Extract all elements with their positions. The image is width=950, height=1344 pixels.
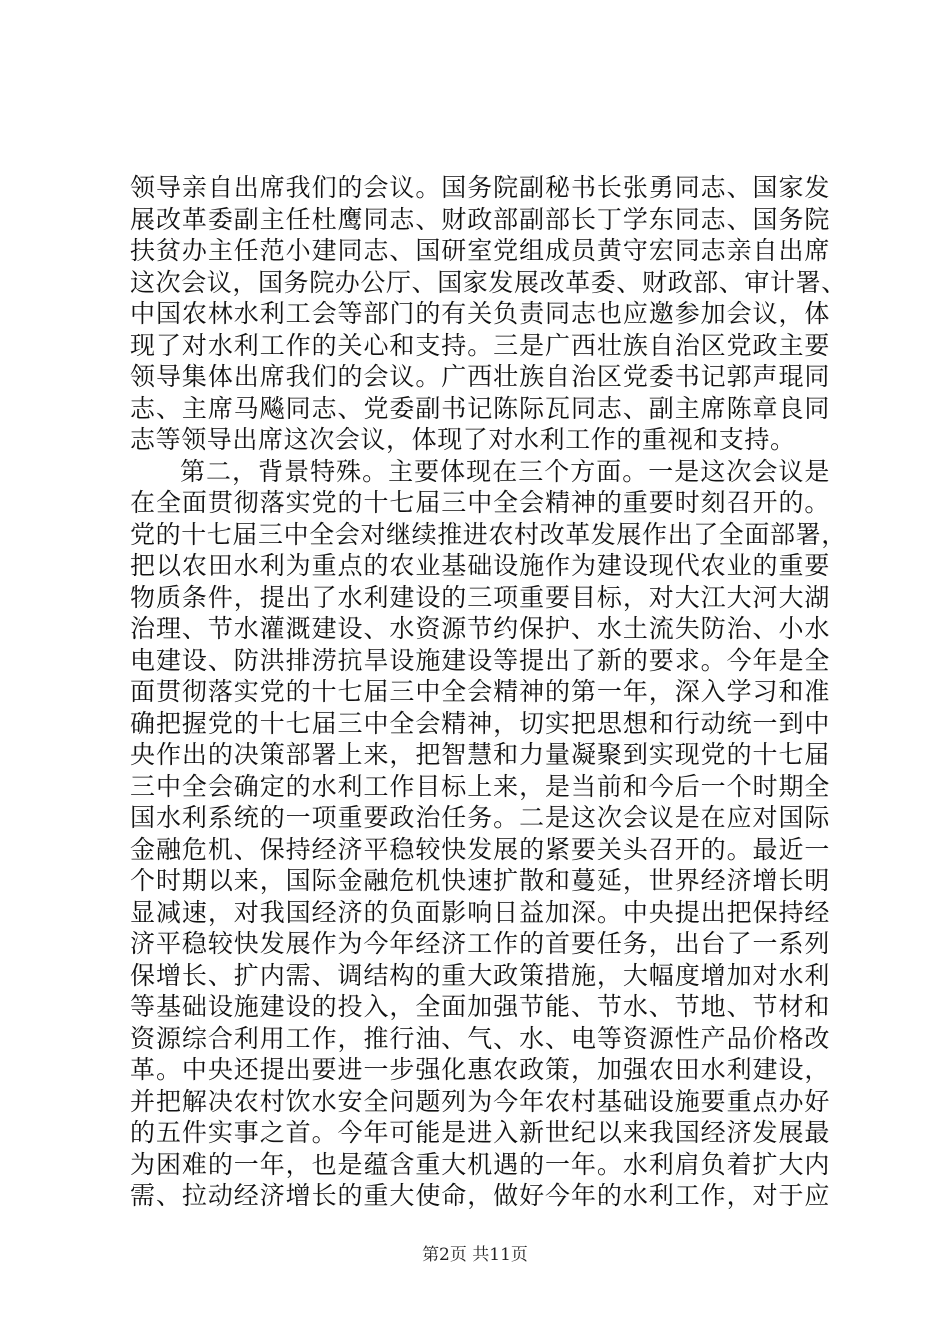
text-line: 扶贫办主任范小建同志、国研室党组成员黄守宏同志亲自出席	[130, 236, 830, 265]
text-line: 金融危机、保持经济平稳较快发展的紧要关头召开的。最近一	[130, 834, 830, 864]
text-line: 央作出的决策部署上来，把智慧和力量凝聚到实现党的十七届	[130, 740, 830, 769]
text-line: 在全面贯彻落实党的十七届三中全会精神的重要时刻召开的。	[130, 488, 830, 517]
text-line: 物质条件，提出了水利建设的三项重要目标，对大江大河大湖	[130, 582, 830, 612]
text-line: 这次会议，国务院办公厅、国家发展改革委、财政部、审计署、	[130, 267, 847, 297]
text-line: 志等领导出席这次会议，体现了对水利工作的重视和支持。	[130, 425, 796, 454]
text-line: 为困难的一年，也是蕴含重大机遇的一年。水利肩负着扩大内	[130, 1149, 830, 1179]
document-body	[130, 172, 847, 1212]
text-line: 展改革委副主任杜鹰同志、财政部副部长丁学东同志、国务院	[130, 204, 830, 234]
text-line: 三中全会确定的水利工作目标上来，是当前和今后一个时期全	[130, 771, 830, 801]
text-line: 面贯彻落实党的十七届三中全会精神的第一年，深入学习和准	[130, 677, 830, 706]
text-line: 革。中央还提出要进一步强化惠农政策，加强农田水利建设，	[130, 1055, 830, 1084]
text-line: 现了对水利工作的关心和支持。三是广西壮族自治区党政主要	[130, 330, 830, 360]
text-line: 领导集体出席我们的会议。广西壮族自治区党委书记郭声琨同	[130, 362, 830, 391]
text-line: 电建设、防洪排涝抗旱设施建设等提出了新的要求。今年是全	[130, 645, 830, 675]
text-line: 并把解决农村饮水安全问题列为今年农村基础设施要重点办好	[130, 1086, 830, 1116]
text-line: 资源综合利用工作，推行油、气、水、电等资源性产品价格改	[130, 1023, 830, 1053]
text-line: 显减速，对我国经济的负面影响日益加深。中央提出把保持经	[130, 897, 830, 927]
text-line: 保增长、扩内需、调结构的重大政策措施，大幅度增加对水利	[130, 960, 830, 990]
text-line: 国水利系统的一项重要政治任务。二是这次会议是在应对国际	[130, 803, 830, 832]
text-line: 济平稳较快发展作为今年经济工作的首要任务，出台了一系列	[130, 929, 830, 958]
text-line: 需、拉动经济增长的重大使命，做好今年的水利工作，对于应	[130, 1181, 830, 1210]
text-line: 个时期以来，国际金融危机快速扩散和蔓延，世界经济增长明	[130, 866, 830, 895]
page-footer: 第2页 共11页	[422, 1245, 528, 1265]
text-line: 确把握党的十七届三中全会精神，切实把思想和行动统一到中	[130, 708, 830, 738]
text-line: 等基础设施建设的投入，全面加强节能、节水、节地、节材和	[130, 992, 830, 1021]
text-line: 把以农田水利为重点的农业基础设施作为建设现代农业的重要	[130, 551, 830, 580]
text-line: 党的十七届三中全会对继续推进农村改革发展作出了全面部署，	[130, 519, 847, 549]
text-line: 治理、节水灌溉建设、水资源节约保护、水土流失防治、小水	[130, 614, 830, 643]
text-line: 第二，背景特殊。主要体现在三个方面。一是这次会议是	[180, 456, 830, 486]
text-line: 志、主席马飚同志、党委副书记陈际瓦同志、副主席陈章良同	[130, 393, 830, 423]
text-line: 领导亲自出席我们的会议。国务院副秘书长张勇同志、国家发	[130, 173, 830, 202]
text-line: 的五件实事之首。今年可能是进入新世纪以来我国经济发展最	[130, 1118, 830, 1147]
text-line: 中国农林水利工会等部门的有关负责同志也应邀参加会议，体	[130, 299, 830, 328]
